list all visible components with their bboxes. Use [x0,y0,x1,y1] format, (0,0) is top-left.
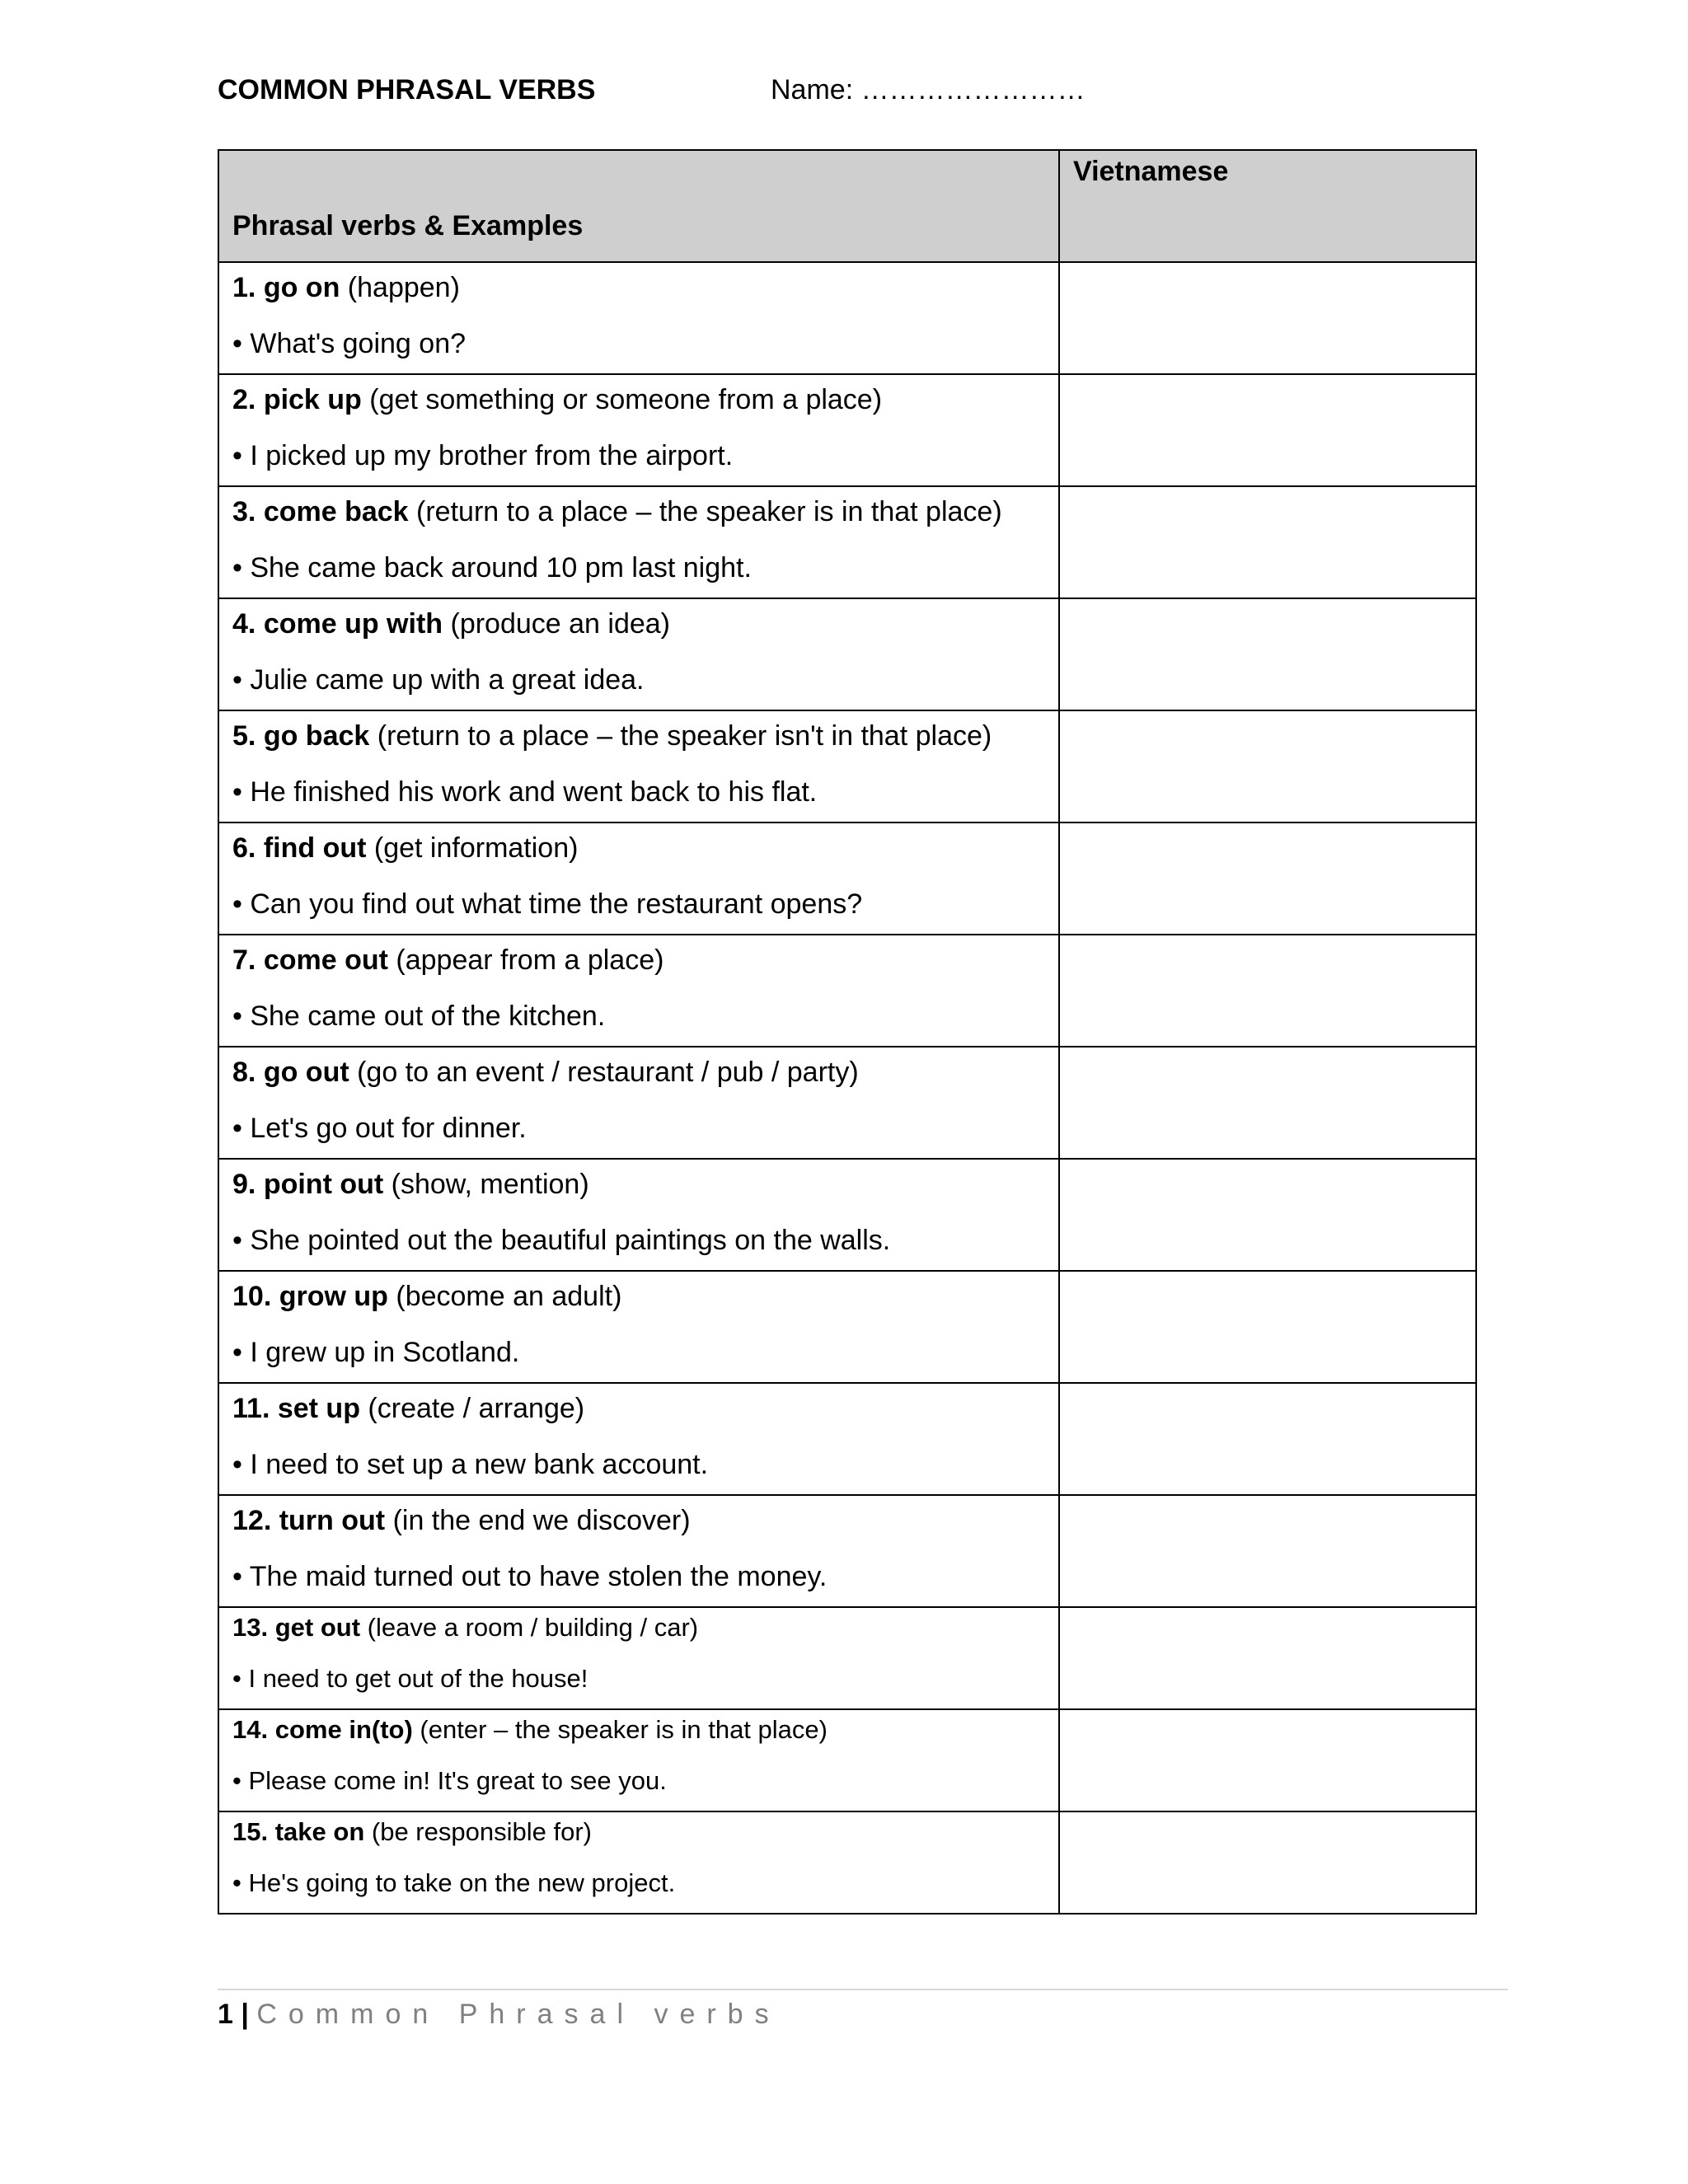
phrasal-verb-cell [218,823,1059,935]
vietnamese-answer-cell[interactable] [1059,1811,1476,1914]
vietnamese-answer-cell[interactable] [1059,374,1476,486]
table-row [218,374,1476,486]
phrasal-verb-cell [218,710,1059,823]
vietnamese-answer-cell[interactable] [1059,935,1476,1047]
example-sentence: • I need to set up a new bank account. [232,1449,709,1480]
table-row [218,1495,1476,1607]
vietnamese-answer-cell[interactable] [1059,1047,1476,1159]
phrasal-verb: 6. find out [232,832,367,864]
footer-text: Common Phrasal verbs [256,1999,781,2030]
phrasal-verb: 15. take on [232,1817,365,1846]
table-row [218,1607,1476,1709]
phrasal-verb: 9. point out [232,1169,384,1200]
column-header-vietnamese: Vietnamese [1059,150,1476,262]
example-sentence: • I need to get out of the house! [232,1664,588,1693]
phrasal-verb: 8. go out [232,1057,349,1088]
table-row [218,1047,1476,1159]
example-sentence: • I grew up in Scotland. [232,1337,520,1368]
footer-separator: | [241,1999,249,2030]
phrasal-verb-cell [218,486,1059,598]
phrasal-verb-cell [218,1383,1059,1495]
table-row [218,710,1476,823]
example-sentence: • The maid turned out to have stolen the money. [232,1561,828,1592]
verb-meaning: (in the end we discover) [392,1505,691,1536]
vietnamese-answer-cell[interactable] [1059,486,1476,598]
table-row [218,823,1476,935]
vietnamese-answer-cell[interactable] [1059,262,1476,374]
vietnamese-answer-cell[interactable] [1059,1383,1476,1495]
phrasal-verb: 12. turn out [232,1505,386,1536]
phrasal-verb-cell [218,374,1059,486]
phrasal-verb: 3. come back [232,496,409,527]
example-sentence: • She came back around 10 pm last night. [232,552,752,583]
phrasal-verb-cell [218,598,1059,710]
vietnamese-answer-cell[interactable] [1059,1607,1476,1709]
example-sentence: • He finished his work and went back to his flat. [232,776,818,808]
example-sentence: • He's going to take on the new project. [232,1868,676,1897]
phrasal-verb-cell [218,1709,1059,1811]
verb-meaning: (create / arrange) [368,1393,585,1424]
phrasal-verb-cell [218,1159,1059,1271]
example-sentence: • Please come in! It's great to see you. [232,1766,667,1795]
vietnamese-answer-cell[interactable] [1059,1495,1476,1607]
verb-meaning: (return to a place – the speaker is in that place) [416,496,1002,527]
phrasal-verb: 11. set up [232,1393,360,1424]
vietnamese-answer-cell[interactable] [1059,598,1476,710]
phrasal-verb: 4. come up with [232,608,443,640]
phrasal-verb: 5. go back [232,720,370,752]
phrasal-verb-cell [218,1047,1059,1159]
page-number: 1 [218,1999,233,2030]
verb-meaning: (get something or someone from a place) [369,384,883,415]
verb-meaning: (return to a place – the speaker isn't in that place) [377,720,992,752]
phrasal-verb-cell [218,1495,1059,1607]
verb-meaning: (produce an idea) [450,608,671,640]
example-sentence: • Let's go out for dinner. [232,1113,527,1144]
example-sentence: • Can you find out what time the restaurant opens? [232,888,863,920]
table-row [218,262,1476,374]
example-sentence: • She pointed out the beautiful paintings on the walls. [232,1225,891,1256]
vietnamese-answer-cell[interactable] [1059,1271,1476,1383]
verb-meaning: (go to an event / restaurant / pub / party) [357,1057,859,1088]
example-sentence: • I picked up my brother from the airport. [232,440,734,471]
phrasal-verb-cell [218,1811,1059,1914]
phrasal-verb: 1. go on [232,272,340,303]
table-row [218,1159,1476,1271]
verb-meaning: (show, mention) [391,1169,589,1200]
phrasal-verb: 14. come in(to) [232,1715,413,1744]
verb-meaning: (happen) [347,272,460,303]
phrasal-verb: 10. grow up [232,1281,388,1312]
phrasal-verb-cell [218,1607,1059,1709]
column-header-phrasal-verbs: Phrasal verbs & Examples [218,150,1059,262]
verb-meaning: (leave a room / building / car) [367,1613,699,1642]
vietnamese-answer-cell[interactable] [1059,1159,1476,1271]
table-row [218,1383,1476,1495]
document-title: COMMON PHRASAL VERBS [218,74,596,105]
example-sentence: • She came out of the kitchen. [232,1001,606,1032]
vietnamese-answer-cell[interactable] [1059,1709,1476,1811]
verb-meaning: (be responsible for) [371,1817,592,1846]
example-sentence: • What's going on? [232,328,467,359]
phrasal-verb: 2. pick up [232,384,362,415]
phrasal-verb-cell [218,1271,1059,1383]
table-row [218,1709,1476,1811]
table-row [218,1271,1476,1383]
vietnamese-answer-cell[interactable] [1059,710,1476,823]
phrasal-verb: 13. get out [232,1613,361,1642]
table-row [218,598,1476,710]
table-row [218,1811,1476,1914]
table-row [218,935,1476,1047]
phrasal-verb: 7. come out [232,944,388,976]
name-field-label: Name: …………………… [771,74,1085,105]
page-footer [218,1993,781,2036]
table-row [218,486,1476,598]
verb-meaning: (enter – the speaker is in that place) [420,1715,828,1744]
verb-meaning: (get information) [373,832,579,864]
table-body [218,262,1476,1914]
phrasal-verb-cell [218,262,1059,374]
footer-divider [218,1989,1507,1990]
table-header-row [218,150,1476,262]
vietnamese-answer-cell[interactable] [1059,823,1476,935]
phrasal-verbs-table [218,149,1477,1915]
verb-meaning: (appear from a place) [396,944,664,976]
example-sentence: • Julie came up with a great idea. [232,664,645,696]
phrasal-verb-cell [218,935,1059,1047]
verb-meaning: (become an adult) [396,1281,622,1312]
